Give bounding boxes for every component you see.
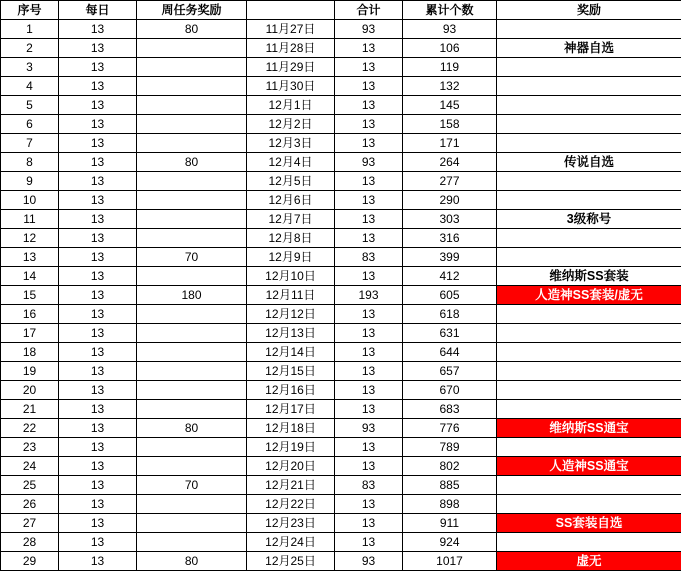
table-row	[1, 115, 681, 134]
cell-reward	[497, 248, 681, 267]
table-row	[1, 495, 681, 514]
cell-daily: 13	[59, 39, 137, 58]
cell-index: 9	[1, 172, 59, 191]
cell-cumulative: 605	[403, 286, 497, 305]
cell-reward	[497, 305, 681, 324]
column-header-weekly: 周任务奖励	[137, 1, 247, 20]
cell-reward	[497, 172, 681, 191]
cell-total: 83	[335, 476, 403, 495]
cell-daily: 13	[59, 77, 137, 96]
cell-date: 12月6日	[247, 191, 335, 210]
cell-daily: 13	[59, 248, 137, 267]
cell-index: 12	[1, 229, 59, 248]
cell-daily: 13	[59, 115, 137, 134]
table-row	[1, 77, 681, 96]
cell-total: 13	[335, 324, 403, 343]
cell-cumulative: 277	[403, 172, 497, 191]
cell-date: 12月24日	[247, 533, 335, 552]
column-header-cumulative: 累计个数	[403, 1, 497, 20]
cell-weekly	[137, 457, 247, 476]
cell-date: 12月9日	[247, 248, 335, 267]
cell-total: 13	[335, 343, 403, 362]
cell-cumulative: 631	[403, 324, 497, 343]
cell-total: 93	[335, 552, 403, 571]
cell-reward	[497, 362, 681, 381]
cell-daily: 13	[59, 400, 137, 419]
cell-weekly	[137, 77, 247, 96]
cell-cumulative: 93	[403, 20, 497, 39]
cell-weekly	[137, 134, 247, 153]
cell-reward: 传说自选	[497, 153, 681, 172]
cell-weekly: 80	[137, 153, 247, 172]
cell-date: 12月12日	[247, 305, 335, 324]
cell-cumulative: 303	[403, 210, 497, 229]
cell-cumulative: 789	[403, 438, 497, 457]
cell-index: 26	[1, 495, 59, 514]
cell-daily: 13	[59, 514, 137, 533]
cell-index: 6	[1, 115, 59, 134]
cell-index: 4	[1, 77, 59, 96]
table-row	[1, 267, 681, 286]
cell-daily: 13	[59, 495, 137, 514]
cell-index: 21	[1, 400, 59, 419]
cell-reward	[497, 58, 681, 77]
cell-daily: 13	[59, 20, 137, 39]
cell-weekly	[137, 191, 247, 210]
cell-cumulative: 145	[403, 96, 497, 115]
cell-cumulative: 683	[403, 400, 497, 419]
cell-daily: 13	[59, 286, 137, 305]
table-row	[1, 210, 681, 229]
cell-reward: 维纳斯SS通宝	[497, 419, 681, 438]
cell-cumulative: 132	[403, 77, 497, 96]
cell-index: 16	[1, 305, 59, 324]
table-row	[1, 324, 681, 343]
cell-reward: 维纳斯SS套装	[497, 267, 681, 286]
cell-date: 12月14日	[247, 343, 335, 362]
cell-date: 11月29日	[247, 58, 335, 77]
cell-cumulative: 412	[403, 267, 497, 286]
table-row	[1, 39, 681, 58]
table-row	[1, 343, 681, 362]
cell-date: 12月2日	[247, 115, 335, 134]
cell-reward: SS套装自选	[497, 514, 681, 533]
cell-reward: 人造神SS套装/虚无	[497, 286, 681, 305]
table-row	[1, 362, 681, 381]
cell-index: 1	[1, 20, 59, 39]
cell-date: 12月1日	[247, 96, 335, 115]
cell-index: 11	[1, 210, 59, 229]
cell-daily: 13	[59, 324, 137, 343]
cell-total: 93	[335, 419, 403, 438]
cell-weekly	[137, 362, 247, 381]
cell-date: 12月7日	[247, 210, 335, 229]
cell-daily: 13	[59, 210, 137, 229]
table-row	[1, 552, 681, 571]
cell-date: 12月19日	[247, 438, 335, 457]
cell-date: 12月16日	[247, 381, 335, 400]
cell-weekly: 80	[137, 20, 247, 39]
cell-total: 13	[335, 172, 403, 191]
cell-index: 17	[1, 324, 59, 343]
table-row	[1, 400, 681, 419]
cell-cumulative: 171	[403, 134, 497, 153]
cell-reward: 人造神SS通宝	[497, 457, 681, 476]
cell-date: 12月10日	[247, 267, 335, 286]
cell-weekly	[137, 229, 247, 248]
cell-weekly	[137, 438, 247, 457]
cell-total: 13	[335, 514, 403, 533]
cell-total: 13	[335, 191, 403, 210]
cell-total: 13	[335, 438, 403, 457]
cell-cumulative: 264	[403, 153, 497, 172]
cell-cumulative: 802	[403, 457, 497, 476]
cell-cumulative: 399	[403, 248, 497, 267]
cell-date: 12月23日	[247, 514, 335, 533]
cell-total: 13	[335, 533, 403, 552]
cell-daily: 13	[59, 96, 137, 115]
cell-index: 14	[1, 267, 59, 286]
cell-index: 22	[1, 419, 59, 438]
cell-reward: 神器自选	[497, 39, 681, 58]
cell-reward	[497, 324, 681, 343]
column-header-index: 序号	[1, 1, 59, 20]
cell-cumulative: 618	[403, 305, 497, 324]
cell-weekly	[137, 533, 247, 552]
cell-reward	[497, 134, 681, 153]
cell-total: 193	[335, 286, 403, 305]
cell-reward	[497, 495, 681, 514]
cell-total: 13	[335, 58, 403, 77]
cell-cumulative: 670	[403, 381, 497, 400]
cell-daily: 13	[59, 552, 137, 571]
cell-total: 13	[335, 115, 403, 134]
cell-total: 13	[335, 400, 403, 419]
cell-index: 23	[1, 438, 59, 457]
table-row	[1, 172, 681, 191]
cell-date: 11月27日	[247, 20, 335, 39]
cell-reward	[497, 77, 681, 96]
cell-date: 12月13日	[247, 324, 335, 343]
cell-weekly	[137, 96, 247, 115]
table-row	[1, 286, 681, 305]
cell-reward	[497, 381, 681, 400]
cell-total: 83	[335, 248, 403, 267]
cell-date: 12月20日	[247, 457, 335, 476]
cell-weekly: 70	[137, 476, 247, 495]
cell-daily: 13	[59, 267, 137, 286]
cell-daily: 13	[59, 438, 137, 457]
cell-reward	[497, 115, 681, 134]
table-row	[1, 419, 681, 438]
cell-index: 10	[1, 191, 59, 210]
cell-weekly	[137, 305, 247, 324]
cell-reward: 3级称号	[497, 210, 681, 229]
table-row	[1, 191, 681, 210]
cell-daily: 13	[59, 457, 137, 476]
cell-total: 13	[335, 77, 403, 96]
cell-weekly	[137, 267, 247, 286]
cell-date: 12月4日	[247, 153, 335, 172]
cell-daily: 13	[59, 381, 137, 400]
cell-daily: 13	[59, 153, 137, 172]
table-row	[1, 20, 681, 39]
cell-index: 24	[1, 457, 59, 476]
table-row	[1, 229, 681, 248]
cell-index: 20	[1, 381, 59, 400]
cell-total: 13	[335, 495, 403, 514]
cell-daily: 13	[59, 476, 137, 495]
cell-total: 13	[335, 210, 403, 229]
cell-daily: 13	[59, 191, 137, 210]
cell-reward	[497, 400, 681, 419]
cell-weekly	[137, 343, 247, 362]
cell-date: 12月25日	[247, 552, 335, 571]
cell-total: 13	[335, 457, 403, 476]
table-row	[1, 248, 681, 267]
cell-weekly	[137, 381, 247, 400]
table-row	[1, 514, 681, 533]
cell-date: 12月22日	[247, 495, 335, 514]
cell-reward	[497, 438, 681, 457]
cell-date: 12月21日	[247, 476, 335, 495]
cell-total: 13	[335, 305, 403, 324]
cell-weekly: 70	[137, 248, 247, 267]
table-row	[1, 533, 681, 552]
cell-date: 12月15日	[247, 362, 335, 381]
cell-reward	[497, 191, 681, 210]
cell-reward	[497, 229, 681, 248]
table-row	[1, 96, 681, 115]
cell-cumulative: 106	[403, 39, 497, 58]
cell-weekly: 80	[137, 419, 247, 438]
column-header-reward: 奖励	[497, 1, 681, 20]
cell-total: 13	[335, 96, 403, 115]
cell-weekly	[137, 39, 247, 58]
cell-weekly	[137, 172, 247, 191]
cell-date: 12月11日	[247, 286, 335, 305]
cell-weekly	[137, 514, 247, 533]
cell-index: 5	[1, 96, 59, 115]
cell-cumulative: 776	[403, 419, 497, 438]
column-header-date	[247, 1, 335, 20]
cell-index: 27	[1, 514, 59, 533]
cell-cumulative: 290	[403, 191, 497, 210]
cell-index: 15	[1, 286, 59, 305]
cell-index: 7	[1, 134, 59, 153]
cell-total: 13	[335, 381, 403, 400]
cell-reward	[497, 96, 681, 115]
cell-daily: 13	[59, 343, 137, 362]
cell-date: 12月17日	[247, 400, 335, 419]
cell-cumulative: 885	[403, 476, 497, 495]
cell-daily: 13	[59, 419, 137, 438]
cell-daily: 13	[59, 362, 137, 381]
column-header-daily: 每日	[59, 1, 137, 20]
cell-date: 11月30日	[247, 77, 335, 96]
cell-index: 25	[1, 476, 59, 495]
cell-weekly	[137, 58, 247, 77]
table-row	[1, 381, 681, 400]
cell-cumulative: 158	[403, 115, 497, 134]
cell-date: 11月28日	[247, 39, 335, 58]
cell-weekly	[137, 210, 247, 229]
table-row	[1, 476, 681, 495]
cell-index: 8	[1, 153, 59, 172]
table-row	[1, 153, 681, 172]
cell-total: 13	[335, 134, 403, 153]
cell-date: 12月8日	[247, 229, 335, 248]
cell-daily: 13	[59, 229, 137, 248]
cell-index: 18	[1, 343, 59, 362]
cell-total: 13	[335, 267, 403, 286]
cell-daily: 13	[59, 533, 137, 552]
cell-total: 13	[335, 229, 403, 248]
cell-index: 28	[1, 533, 59, 552]
table-body	[1, 20, 681, 571]
cell-weekly: 180	[137, 286, 247, 305]
cell-weekly: 80	[137, 552, 247, 571]
cell-cumulative: 924	[403, 533, 497, 552]
cell-index: 19	[1, 362, 59, 381]
cell-total: 13	[335, 39, 403, 58]
cell-date: 12月18日	[247, 419, 335, 438]
cell-date: 12月3日	[247, 134, 335, 153]
table-header-row	[1, 1, 681, 20]
cell-date: 12月5日	[247, 172, 335, 191]
cell-index: 29	[1, 552, 59, 571]
cell-daily: 13	[59, 58, 137, 77]
cell-reward	[497, 476, 681, 495]
cell-cumulative: 898	[403, 495, 497, 514]
cell-weekly	[137, 495, 247, 514]
cell-reward	[497, 343, 681, 362]
table-row	[1, 305, 681, 324]
cell-cumulative: 644	[403, 343, 497, 362]
table-row	[1, 438, 681, 457]
cell-weekly	[137, 400, 247, 419]
table-row	[1, 134, 681, 153]
cell-daily: 13	[59, 305, 137, 324]
cell-reward	[497, 20, 681, 39]
cell-cumulative: 657	[403, 362, 497, 381]
cell-cumulative: 119	[403, 58, 497, 77]
cell-daily: 13	[59, 172, 137, 191]
cell-cumulative: 911	[403, 514, 497, 533]
cell-index: 13	[1, 248, 59, 267]
cell-reward: 虚无	[497, 552, 681, 571]
cell-cumulative: 1017	[403, 552, 497, 571]
table-row	[1, 58, 681, 77]
cell-total: 93	[335, 20, 403, 39]
cell-weekly	[137, 324, 247, 343]
cell-daily: 13	[59, 134, 137, 153]
cell-weekly	[137, 115, 247, 134]
table-row	[1, 457, 681, 476]
cell-index: 2	[1, 39, 59, 58]
cell-reward	[497, 533, 681, 552]
cell-total: 13	[335, 362, 403, 381]
column-header-total: 合计	[335, 1, 403, 20]
cell-index: 3	[1, 58, 59, 77]
cell-cumulative: 316	[403, 229, 497, 248]
cell-total: 93	[335, 153, 403, 172]
